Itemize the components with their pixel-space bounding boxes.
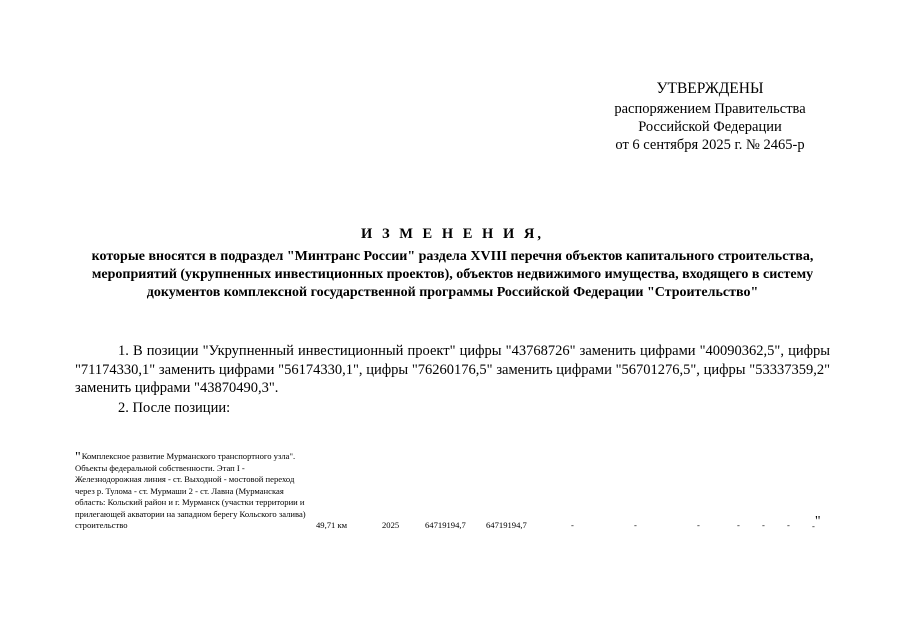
row-dash-3: - bbox=[697, 520, 700, 530]
row-type: строительство bbox=[75, 520, 128, 530]
open-quote: " bbox=[75, 450, 81, 465]
row-year: 2025 bbox=[382, 520, 400, 530]
approval-line-1: распоряжением Правительства bbox=[614, 101, 806, 117]
close-quote: " bbox=[814, 514, 821, 529]
document-title: И З М Е Н Е Н И Я, bbox=[361, 226, 544, 242]
object-description: Комплексное развитие Мурманского транспортного узла". Объекты федеральной собственности. Этап I - Железнодорожная линия - ст. Выходной - мостовой переход через р. Тулома - ст. Мурмаши 2 - ст. Лавна (Мурманская область: Кольский район и г. Мурманск (участки территории и прилегающей акватории на западном берегу Кольского залива) bbox=[75, 451, 306, 519]
row-value-1: 64719194,7 bbox=[425, 520, 466, 530]
row-dash-1: - bbox=[571, 520, 574, 530]
document-subtitle: которые вносятся в подраздел "Минтранс России" раздела XVIII перечня объектов капитального строительства, мероприятий (укрупненных инвестиционных проектов), объектов недвижимого имущества, входящего в систему документов комплексной государственной программы Российской Федерации "Строительство" bbox=[91, 249, 814, 300]
approval-title: УТВЕРЖДЕНЫ bbox=[656, 80, 764, 97]
row-dash-6: - bbox=[787, 520, 790, 530]
row-dash-5: - bbox=[762, 520, 765, 530]
row-value-2: 64719194,7 bbox=[486, 520, 527, 530]
approval-line-3: от 6 сентября 2025 г. № 2465-р bbox=[615, 137, 805, 153]
object-description-block bbox=[75, 450, 310, 520]
row-capacity: 49,71 км bbox=[316, 520, 348, 530]
paragraph-2: 2. После позиции: bbox=[118, 400, 231, 416]
paragraph-1: 1. В позиции "Укрупненный инвестиционный проект" цифры "43768726" заменить цифрами "40090362,5", цифры "71174330,1" заменить цифрами "56174330,1", цифры "76260176,5" заменить цифрами "56701276,5", цифры "53337359,2" заменить цифрами "43870490,3". bbox=[75, 343, 830, 396]
row-dash-4: - bbox=[737, 520, 740, 530]
row-dash-7 bbox=[812, 514, 821, 532]
approval-block bbox=[600, 80, 820, 154]
row-dash-2: - bbox=[634, 520, 637, 530]
approval-line-2: Российской Федерации bbox=[638, 119, 782, 135]
row-dash-7-value: - bbox=[812, 521, 815, 531]
